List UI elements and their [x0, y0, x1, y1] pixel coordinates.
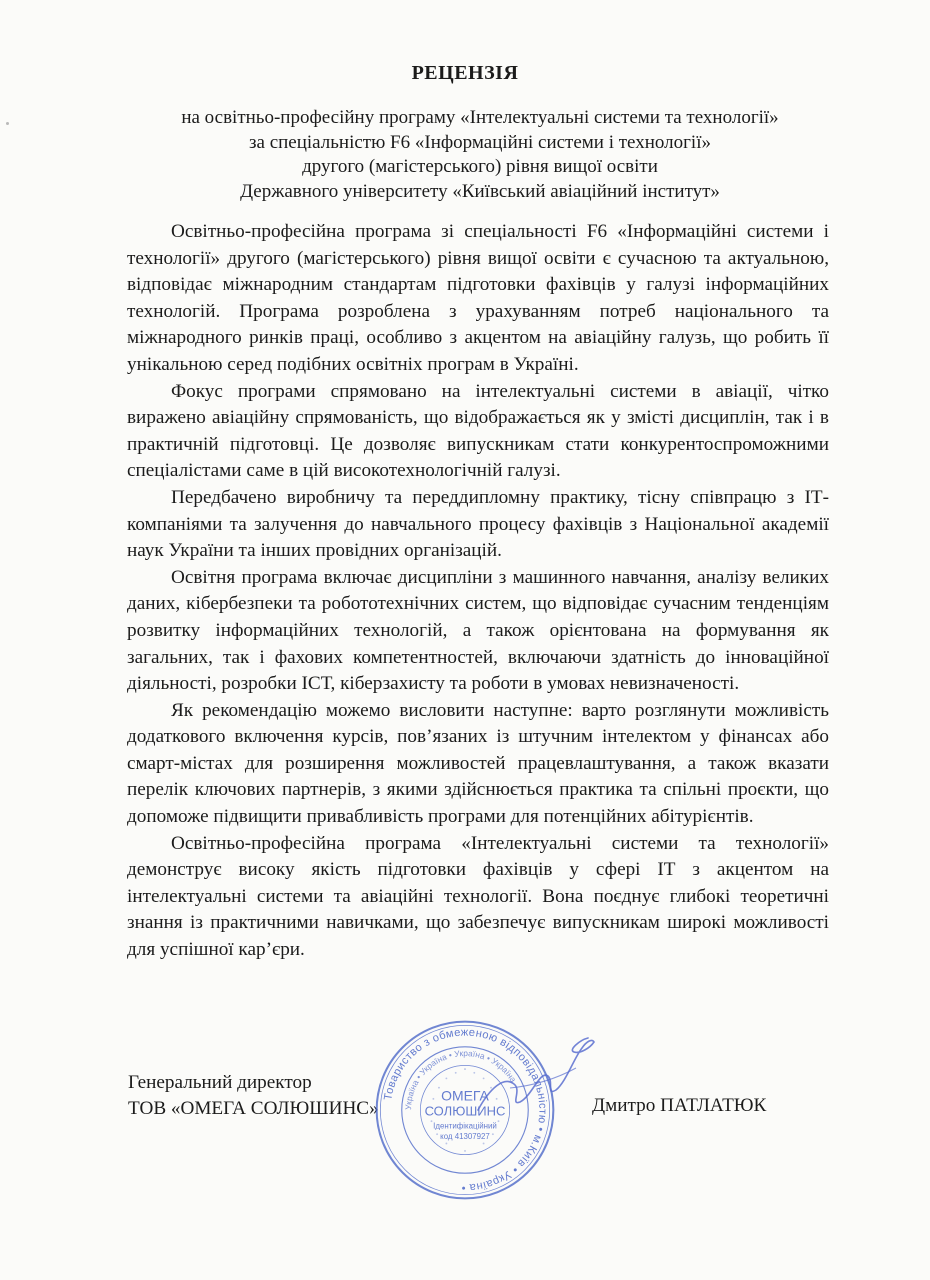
- subtitle-line: за спеціальністю F6 «Інформаційні системи і технології»: [249, 131, 711, 153]
- paragraph: Освітньо-професійна програма «Інтелектуальні системи та технології» демонструє високу якість підготовки фахівців у сфері ІТ з акцентом на інтелектуальні системи та авіаційні технології. Вона поєднує глибокі теоретичні знання із практичними навичками, що забезпечує випускникам широкі можливості для успішної кар’єри.: [127, 832, 829, 961]
- paragraph: Освітньо-професійна програма зі спеціальності F6 «Інформаційні системи і технології» другого (магістерського) рівня вищої освіти є сучасною та актуальною, відповідає міжнародним стандартам підготовки фахівців у галузі інформаційних технологій. Програма розроблена з урахуванням потреб національного та міжнародного ринків праці, особливо з акцентом на авіаційну галузь, що робить її унікальною серед подібних освітніх програм в Україні.: [127, 221, 829, 375]
- document-body: [127, 219, 829, 964]
- seal-outer-text: Товариство з обмеженою відповідальністю • м.Київ • Україна •: [382, 1026, 549, 1194]
- position-line: Генеральний директор: [128, 1072, 312, 1093]
- subtitle-line: другого (магістерського) рівня вищої освіти: [302, 156, 658, 177]
- company-line: ТОВ «ОМЕГА СОЛЮШИНС»: [128, 1098, 379, 1119]
- signatory-position: [128, 1070, 379, 1122]
- subtitle-line: Державного університету «Київський авіаційний інститут»: [240, 180, 720, 202]
- document-title: РЕЦЕНЗІЯ: [411, 62, 519, 84]
- paragraph: Освітня програма включає дисципліни з машинного навчання, аналізу великих даних, кібербезпеки та робототехнічних систем, що відповідає сучасним тенденціям розвитку інформаційних технологій, а також орієнтована на формування як загальних, так і фахових компетентностей, включаючи здатність до інноваційної діяльності, розробки ІСТ, кіберзахисту та роботи в умовах невизначеності.: [127, 566, 829, 695]
- handwritten-signature: [470, 1018, 600, 1128]
- seal-ring-text: Україна • Україна • Україна • Україна: [403, 1048, 519, 1111]
- paragraph: Фокус програми спрямовано на інтелектуальні системи в авіації, чітко виражено авіаційну спрямованість, що відображається як у змісті дисциплін, так і в практичній підготовці. Це дозволяє випускникам стати конкурентоспроможними спеціалістами саме в цій високотехнологічній галузі.: [127, 380, 829, 482]
- seal-center-line3: Ідентифікаційний: [433, 1121, 497, 1131]
- subtitle-line: на освітньо-професійну програму «Інтелектуальні системи та технології»: [181, 107, 779, 128]
- paragraph: Як рекомендацію можемо висловити наступне: варто розглянути можливість додаткового включення курсів, пов’язаних із штучним інтелектом у фінансах або смарт-містах для розширення можливостей працевлаштування, а також вказати перелік ключових партнерів, з якими здійснюється практика та спільні проєкти, що допоможе підвищити привабливість програми для потенційних абітурієнтів.: [127, 699, 829, 828]
- seal-center-line4: код 41307927: [440, 1131, 490, 1141]
- seal-center-line2: СОЛЮШИНС: [424, 1103, 506, 1119]
- document-subtitle: [100, 106, 860, 204]
- paragraph: Передбачено виробничу та переддипломну практику, тісну співпрацю з ІТ-компаніями та залучення до навчального процесу фахівців з Національної академії наук України та інших провідних організацій.: [127, 486, 829, 562]
- signatory-name: Дмитро ПАТЛАТЮК: [592, 1095, 767, 1116]
- seal-center-line1: ОМЕГА: [441, 1087, 489, 1104]
- paper-speck: [6, 122, 9, 125]
